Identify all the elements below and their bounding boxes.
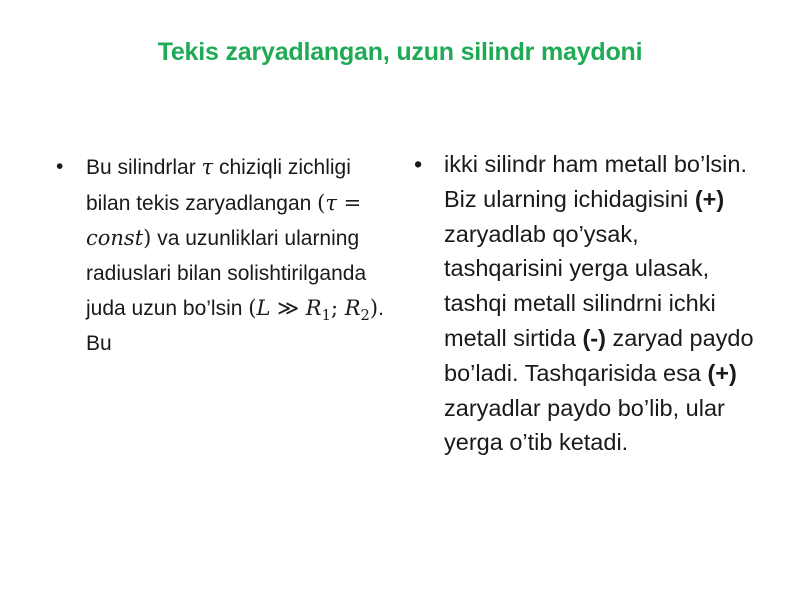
- math-tau-2: τ: [325, 190, 337, 215]
- math-close-paren-2: ): [369, 296, 379, 320]
- right-text-part1: ikki silindr ham metall bo’lsin. Biz ularning ichidagisini: [444, 151, 747, 212]
- left-text-part4: . Bu: [86, 297, 384, 355]
- math-R1: R: [305, 296, 322, 320]
- right-text-part3: zaryad paydo bo’ladi. Tashqarisida esa: [444, 324, 754, 386]
- left-bullet-list: [56, 150, 386, 361]
- math-R2: R: [344, 296, 361, 320]
- right-text-part2: zaryadlab qo’ysak, tashqarisini yerga ulasak, tashqi metall silindrni ichki metall sirtida: [444, 220, 716, 351]
- math-sub-1: 1: [321, 307, 331, 325]
- math-semicolon: ;: [330, 296, 345, 320]
- math-sub-2: 2: [360, 307, 370, 325]
- math-equals: =: [336, 190, 362, 215]
- right-bullet-item: [414, 147, 754, 460]
- left-text-part3: va uzunliklari ularning radiuslari bilan solishtirilganda juda uzun bo’lsin: [86, 227, 367, 320]
- math-L: L: [256, 296, 271, 320]
- math-const: const: [86, 226, 144, 250]
- math-much-greater: ≫: [270, 296, 306, 320]
- math-open-paren-2: (: [248, 296, 257, 320]
- math-close-paren: ): [143, 226, 152, 250]
- right-text-part4: zaryadlar paydo bo’lib, ular yerga o’tib ketadi.: [444, 394, 725, 456]
- bullet-icon: •: [56, 155, 64, 178]
- slide-title: Tekis zaryadlangan, uzun silindr maydoni: [157, 38, 643, 66]
- left-text-part1: Bu silindrlar: [86, 156, 202, 179]
- math-open-paren: (: [317, 190, 326, 215]
- math-tau: τ: [201, 155, 214, 179]
- bullet-icon: •: [414, 151, 423, 177]
- left-bullet-item: [56, 150, 386, 361]
- plus-charge-2: (+): [707, 359, 737, 386]
- minus-charge: (-): [582, 324, 606, 351]
- right-bullet-list: [414, 147, 754, 460]
- plus-charge-1: (+): [694, 185, 725, 212]
- left-text-part2: chiziqli zichligi bilan tekis zaryadlangan: [86, 156, 351, 215]
